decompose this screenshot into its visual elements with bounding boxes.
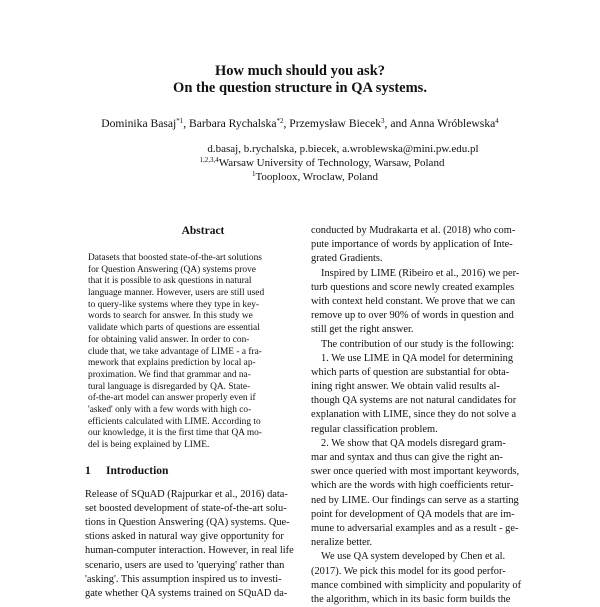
- author-affiliation-mark: 3: [381, 117, 385, 125]
- abstract-line-16: our knowledge, it is the first time that QA mo-: [88, 428, 262, 439]
- right-line-16: 2. We show that QA models disregard gram-: [321, 437, 506, 449]
- right-line-26: mance combined with simplicity and popularity of: [311, 579, 522, 591]
- abstract-line-7: validate which parts of questions are essential: [88, 323, 260, 334]
- author-list: [0, 117, 600, 131]
- right-column: [311, 224, 531, 607]
- author-name: Dominika Basaj: [101, 117, 177, 130]
- right-line-21: point for development of QA models that are im-: [311, 508, 515, 520]
- abstract-line-11: proximation. We find that grammar and na-: [88, 369, 251, 380]
- right-line-22: mune to adversarial examples and as a result - ge-: [311, 522, 519, 534]
- right-line-13: though QA systems are not natural candidates for: [311, 395, 517, 407]
- author-name: Anna Wróblewska: [409, 117, 496, 130]
- abstract-line-13: of-the-art model can answer properly even if: [88, 393, 256, 404]
- affiliation-text: Warsaw University of Technology, Warsaw, Poland: [218, 157, 445, 169]
- right-line-4: Inspired by LIME (Ribeiro et al., 2016) we per-: [321, 267, 520, 279]
- affiliation-warsaw: [0, 156, 600, 170]
- author-separator: , and: [384, 117, 410, 130]
- affiliation-mark: 1: [251, 170, 256, 178]
- abstract-line-6: words to search for answer. In this study we: [88, 311, 253, 322]
- affiliation-mark: 1,2,3,4: [199, 156, 219, 164]
- right-line-14: explanation with LIME, since they do not solve a: [311, 409, 517, 421]
- intro-line-2: set boosted development of state-of-the-art solu-: [85, 502, 287, 514]
- intro-line-7: 'asking'. This assumption inspired us to investi-: [85, 573, 282, 585]
- right-line-18: swer once queried with most important keywords,: [311, 466, 520, 478]
- introduction-body: [85, 488, 307, 602]
- right-line-5: turb questions and score newly created examples: [311, 281, 515, 293]
- abstract-line-10: mework that explains prediction by local ap-: [88, 358, 256, 369]
- right-line-15: regular classification problem.: [311, 423, 438, 435]
- right-line-10: 1. We use LIME in QA model for determining: [321, 352, 514, 364]
- left-column: [85, 224, 307, 601]
- abstract-line-1: Datasets that boosted state-of-the-art solutions: [88, 253, 262, 263]
- right-line-27: the algorithm, which in its basic form builds the: [311, 593, 511, 605]
- intro-line-6: scenario, users are used to 'querying' rather than: [85, 559, 285, 571]
- abstract-line-4: language manner. However, users are still used: [88, 288, 265, 299]
- author-name: Barbara Rychalska: [189, 117, 277, 130]
- abstract-line-3: that it is possible to ask questions in natural: [88, 276, 252, 287]
- right-line-2: pute importance of words by application of Inte-: [311, 239, 513, 251]
- right-line-24: We use QA system developed by Chen et al.: [321, 551, 506, 563]
- right-line-6: with context held constant. We prove that we can: [311, 295, 516, 307]
- right-line-9: The contribution of our study is the following:: [321, 338, 515, 350]
- abstract-line-9: clude that, we take advantage of LIME - a fra-: [88, 346, 262, 357]
- right-line-20: ned by LIME. Our findings can serve as a starting: [311, 494, 519, 506]
- section-number: 1: [85, 464, 91, 477]
- abstract-body: [88, 253, 289, 452]
- abstract-line-2: for Question Answering (QA) systems prove: [88, 264, 256, 275]
- affiliation-text: Tooploox, Wroclaw, Poland: [255, 171, 379, 183]
- right-line-8: still get the right answer.: [311, 324, 414, 336]
- abstract-line-17: del is being explained by LIME.: [88, 440, 210, 450]
- right-line-3: grated Gradients.: [311, 253, 383, 265]
- author-affiliation-mark: 4: [495, 117, 499, 125]
- abstract-line-8: for obtaining valid answer. In order to con-: [88, 334, 250, 345]
- intro-line-5: human-computer interaction. However, in real life: [85, 545, 294, 557]
- author-emails: d.basaj, b.rychalska, p.biecek, a.wroblewska@mini.pw.edu.pl: [207, 143, 479, 155]
- abstract-line-12: tural language is disregarded by QA. State-: [88, 381, 251, 392]
- abstract-line-14: 'asked' only with a few words with high co-: [88, 404, 252, 415]
- abstract-line-15: efficients calculated with LIME. According to: [88, 416, 261, 427]
- author-affiliation-mark: *1: [176, 117, 184, 125]
- affiliation-tooploox: [0, 170, 600, 184]
- author-affiliation-mark: *2: [276, 117, 284, 125]
- intro-line-4: stions asked in natural way give opportunity for: [85, 531, 284, 543]
- paper-title: [0, 63, 600, 97]
- abstract-line-5: to query-like systems where they type in key-: [88, 299, 260, 310]
- right-line-12: ining right answer. We obtain valid results al-: [311, 381, 500, 393]
- introduction-heading: [85, 464, 307, 478]
- intro-line-8: gate whether QA systems trained on SQuAD da-: [85, 588, 288, 599]
- right-line-7: remove up to over 90% of words in question and: [311, 310, 514, 322]
- right-column-body: [311, 224, 531, 607]
- abstract-heading: Abstract: [181, 225, 225, 237]
- title-line-1: How much should you ask?: [214, 63, 386, 79]
- author-separator: ,: [183, 117, 190, 130]
- right-line-19: which are the words with high coefficients retur-: [311, 480, 514, 492]
- right-line-11: which parts of question are substantial for obta-: [311, 366, 510, 378]
- right-line-25: (2017). We pick this model for its good perfor-: [311, 565, 506, 577]
- section-title: Introduction: [106, 464, 169, 477]
- right-line-1: conducted by Mudrakarta et al. (2018) who com-: [311, 225, 516, 236]
- author-name: Przemysław Biecek: [289, 117, 382, 130]
- right-line-17: mar and syntax and thus can give the right an-: [311, 452, 503, 463]
- intro-line-1: Release of SQuAD (Rajpurkar et al., 2016) data-: [85, 488, 288, 500]
- right-line-23: neralize better.: [311, 537, 373, 549]
- intro-line-3: tions in Question Answering (QA) systems. Que-: [85, 517, 290, 529]
- contact-block: [0, 142, 600, 184]
- title-line-2: On the question structure in QA systems.: [173, 80, 427, 96]
- author-separator: ,: [283, 117, 290, 130]
